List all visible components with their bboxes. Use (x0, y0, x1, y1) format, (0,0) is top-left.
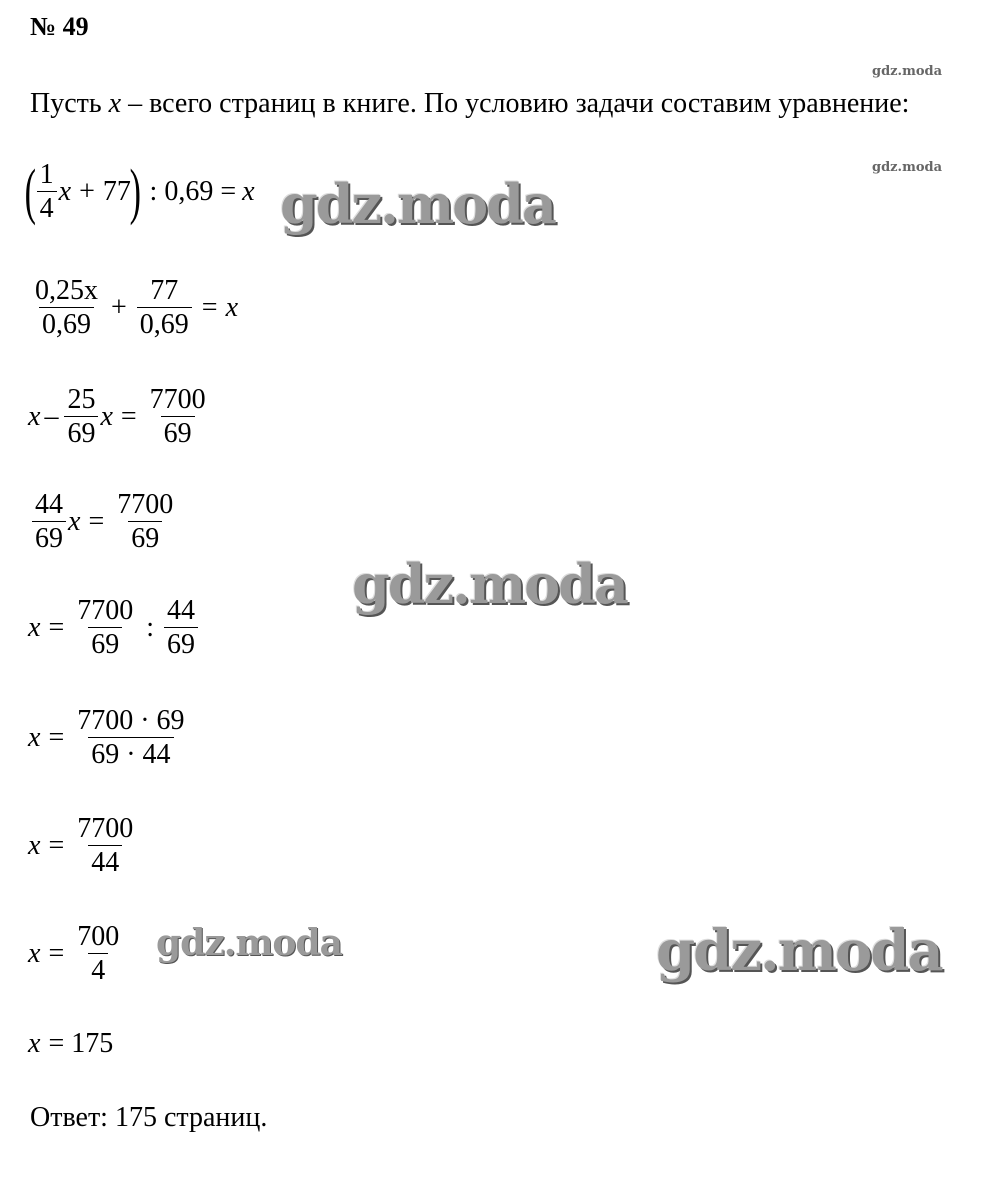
left-paren: ( (24, 157, 37, 226)
equation-line-4 (30, 490, 178, 554)
fraction-denominator: 0,69 (39, 307, 94, 339)
intro-text (30, 88, 909, 120)
answer-text: Ответ: 175 страниц. (30, 1102, 268, 1133)
fraction-denominator: 69 · 44 (88, 737, 173, 769)
equation-line-7 (28, 814, 138, 878)
division-sign: : (146, 611, 155, 643)
result-value: = 175 (48, 1028, 114, 1059)
equals-sign: = (48, 611, 65, 643)
equals-sign: = (48, 829, 65, 861)
intro-var: x (108, 88, 122, 119)
problem-number: № 49 (30, 12, 89, 41)
fraction-denominator: 69 (128, 521, 162, 553)
equation-line-6 (28, 706, 190, 770)
fraction-denominator: 69 (161, 416, 195, 448)
equation-line-8 (28, 922, 124, 986)
fraction-numerator: 44 (35, 489, 63, 520)
equation-line-3 (28, 385, 211, 449)
fraction-numerator: 1 (39, 159, 54, 190)
plus-sign: + (79, 175, 95, 207)
equation-line-1 (24, 157, 255, 226)
fraction-25-over-69 (64, 385, 98, 449)
equation-line-5 (28, 596, 200, 660)
lhs-variable: x (28, 400, 41, 432)
fraction-one-quarter (37, 160, 57, 224)
fraction-numerator: 7700 (77, 595, 134, 626)
equals-sign: = (120, 400, 137, 432)
fraction-7700-over-69 (147, 385, 209, 449)
lhs-variable: x (28, 1028, 41, 1059)
variable-x: x (68, 505, 81, 537)
fraction-denominator: 44 (88, 845, 122, 877)
right-paren: ) (129, 157, 141, 226)
equals-sign: = (201, 291, 218, 323)
fraction-denominator: 69 (64, 416, 98, 448)
lhs-variable: x (28, 829, 41, 861)
equals-sign: = (88, 505, 105, 537)
watermark-small-second: gdz.moda (872, 160, 943, 175)
watermark-large-3: gdz.moda (656, 918, 942, 984)
intro-pre: Пусть (30, 88, 109, 119)
fraction-numerator: 25 (67, 384, 96, 415)
intro-post: – всего страниц в книге. По условию задачи составим уравнение: (121, 88, 910, 119)
fraction-7700-over-69 (114, 490, 176, 554)
minus-sign: – (44, 400, 59, 432)
fraction-denominator: 4 (88, 953, 108, 985)
watermark-large-1: gdz.moda (280, 172, 555, 236)
fraction-numerator: 7700 (77, 813, 134, 844)
fraction-denominator: 0,69 (137, 307, 192, 339)
equals-sign: = (48, 937, 65, 969)
watermark-large-2: gdz.moda (352, 552, 627, 616)
equals-sign: = (48, 721, 65, 753)
fraction-denominator: 69 (32, 521, 66, 553)
fraction-77-over-069 (137, 276, 192, 340)
constant-77: 77 (102, 175, 131, 207)
fraction-numerator: 0,25x (35, 275, 98, 306)
fraction-product (74, 706, 187, 770)
lhs-variable: x (28, 721, 41, 753)
fraction-denominator: 69 (88, 627, 122, 659)
lhs-variable: x (28, 611, 41, 643)
fraction-numerator: 77 (150, 275, 179, 306)
variable-x: x (100, 400, 113, 432)
fraction-44-over-69 (32, 490, 66, 554)
fraction-numerator: 700 (77, 921, 120, 952)
watermark-medium: gdz.moda (156, 922, 342, 964)
plus-sign: + (111, 291, 127, 323)
fraction-025x-over-069 (32, 276, 101, 340)
fraction-numerator: 44 (167, 595, 196, 626)
division-tail: : 0,69 = (149, 175, 237, 207)
watermark-small-top: gdz.moda (872, 64, 943, 79)
fraction-numerator: 7700 · 69 (77, 705, 185, 736)
rhs-variable: x (225, 291, 239, 323)
fraction-44-over-69 (164, 596, 198, 660)
variable-x: x (58, 175, 72, 207)
fraction-700-over-4 (74, 922, 122, 986)
fraction-numerator: 7700 (149, 384, 206, 415)
fraction-denominator: 69 (164, 627, 198, 659)
fraction-denominator: 4 (37, 191, 57, 223)
fraction-7700-over-69 (74, 596, 136, 660)
fraction-numerator: 7700 (117, 489, 174, 520)
equation-line-9 (28, 1028, 113, 1060)
fraction-7700-over-44 (74, 814, 136, 878)
rhs-variable: x (242, 175, 255, 207)
lhs-variable: x (28, 937, 41, 969)
equation-line-2 (30, 276, 238, 340)
